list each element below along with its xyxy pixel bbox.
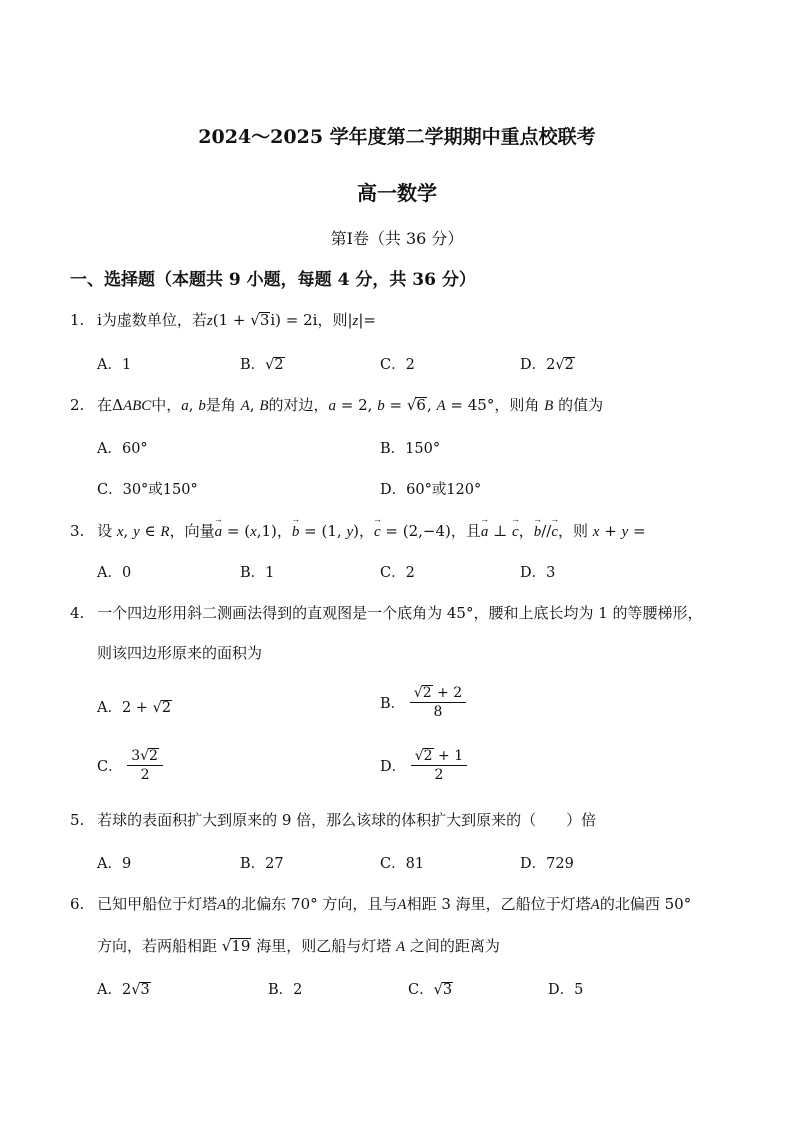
q6-option-b: B．2: [268, 982, 303, 998]
q2-option-a: A．60°: [97, 441, 148, 457]
q2-option-b: B．150°: [380, 441, 441, 457]
question-5: [70, 809, 596, 830]
question-2: 2. 在ΔABC中，a, b是角 A, B的对边，a = 2, b = √6, A = 45°，则角 B 的值为: [70, 396, 604, 414]
q1-option-c: C．2: [380, 357, 415, 373]
question-number: 6.: [70, 895, 85, 913]
q3-option-a: A．0: [97, 565, 132, 581]
q1-option-b: B．√2: [240, 357, 284, 373]
question-number: 5.: [70, 811, 85, 829]
q5-option-c: C．81: [380, 856, 425, 872]
q3-option-d: D．3: [520, 565, 556, 581]
q1-option-d: D．2√2: [520, 357, 574, 373]
section-heading: 一、选择题（本题共 9 小题，每题 4 分，共 36 分）: [70, 270, 476, 290]
q4-option-d: D． $\frac{√2 + 1}{2}$: [380, 748, 467, 783]
q2-option-d: D．60°或120°: [380, 482, 482, 498]
question-4: [70, 602, 703, 623]
q1-option-a: A．1: [97, 357, 132, 373]
question-text: 一个四边形用斜二测画法得到的直观图是一个底角为 45°，腰和上底长均为 1 的等腰梯形，: [97, 604, 703, 622]
q6-option-c: C．√3: [408, 982, 453, 998]
q6-option-a: A．2√3: [97, 982, 150, 998]
question-6: 6. 已知甲船位于灯塔A的北偏东 70° 方向，且与A相距 3 海里，乙船位于灯塔A的北偏西 50°: [70, 895, 692, 913]
question-text: 若球的表面积扩大到原来的 9 倍，那么该球的体积扩大到原来的（ ）倍: [97, 811, 597, 829]
q4-option-b: B． $\frac{√2 + 2}{8}$: [380, 685, 466, 720]
exam-title: 2024～2025 学年度第二学期期中重点校联考: [198, 126, 596, 148]
question-number: 1.: [70, 311, 85, 329]
q3-option-b: B．1: [240, 565, 275, 581]
question-1: 1. i为虚数单位，若z(1 + √3i) = 2i，则|z|=: [70, 311, 376, 329]
q4-option-c: C． $\frac{3√2}{2}$: [97, 748, 163, 783]
question-number: 2.: [70, 396, 85, 414]
question-4-line2: 则该四边形原来的面积为: [97, 644, 263, 662]
q6-option-d: D．5: [548, 982, 584, 998]
q5-option-d: D．729: [520, 856, 574, 872]
question-6-line2: 方向，若两船相距 √19 海里，则乙船与灯塔 A 之间的距离为: [97, 937, 500, 955]
subject-title: 高一数学: [357, 181, 437, 205]
q2-option-c: C．30°或150°: [97, 482, 198, 498]
q3-option-c: C．2: [380, 565, 415, 581]
question-number: 3.: [70, 522, 85, 540]
question-number: 4.: [70, 604, 85, 622]
volume-label: 第Ⅰ卷（共 36 分）: [330, 229, 464, 248]
q4-option-a: A．2 + √2: [97, 700, 172, 716]
q5-option-a: A．9: [97, 856, 132, 872]
question-3: 3. 设 x, y ∈ R，向量→ a = (x,1)，→ b = (1, y)，→ c = (2,−4)，且→ a ⊥ → c，→ b//→ c，则 x + y =: [70, 520, 646, 541]
q5-option-b: B．27: [240, 856, 284, 872]
